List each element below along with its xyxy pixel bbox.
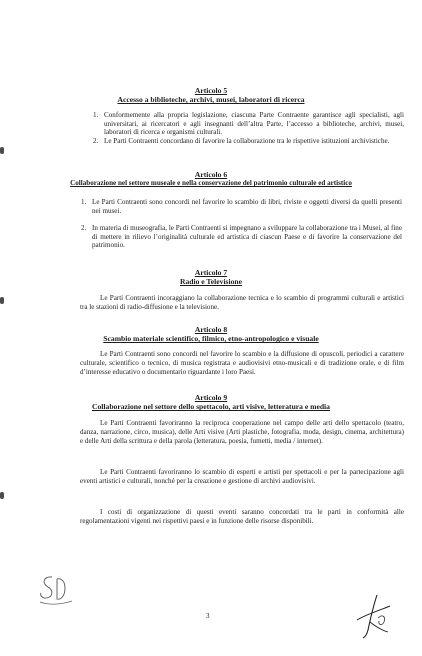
item-number: 2. [81, 224, 87, 233]
item-text: In materia di museografia, le Parti Contraenti si impegnano a sviluppare la collaborazione tra i Musei, al fine di mettere in rilievo l’originalità culturale ed artistica di ciascun Paese e di favorire la conservazione del patrimonio. [92, 224, 402, 250]
article-5-item-1 [93, 111, 404, 137]
article-5-title: Articolo 5 [194, 86, 228, 95]
article-6-heading [0, 170, 422, 189]
article-6-item-1 [81, 198, 402, 215]
item-text: Le Parti Contraenti sono concordi nel favorire lo scambio di libri, riviste e oggetti diversi da quelli presenti nei musei. [92, 198, 402, 215]
article-7-subtitle: Radio e Televisione [179, 277, 243, 287]
page-number: 3 [206, 612, 210, 620]
item-number: 1. [81, 198, 87, 206]
article-7-heading [0, 268, 422, 287]
article-7-paragraph: Le Parti Contraenti incoraggiano la collaborazione tecnica e lo scambio di programmi culturali e artistici tra le stazioni di radio-diffusione e la televisione. [80, 294, 404, 311]
handwritten-signature-right [352, 592, 396, 640]
item-text: Conformemente alla propria legislazione, ciascuna Parte Contraente garantisce agli specialisti, agli universitari, ai ricercatori e agli insegnanti dell’altra Parte, l’accesso a biblioteche, archivi, musei, laboratori di ricerca e organismi culturali. [104, 111, 404, 137]
article-9-paragraph-3: I costi di organizzazione di questi eventi saranno concordati tra le parti in conformità alle regolamentazioni vigenti nei rispettivi paesi e in funzione delle risorse disponibili. [80, 508, 404, 525]
article-5-item-2 [93, 136, 404, 145]
article-6-list [81, 198, 402, 250]
article-5-heading [0, 86, 422, 105]
item-text: Le Parti Contraenti concordano di favorire la collaborazione tra le rispettive istituzioni archivistiche. [104, 136, 390, 145]
punch-mark [0, 492, 4, 499]
article-5-subtitle: Accesso a biblioteche, archivi, musei, laboratori di ricerca [117, 95, 305, 105]
article-6-subtitle: Collaborazione nel settore museale e nella conservazione del patrimonio culturale ed artistico [70, 179, 352, 188]
article-9-paragraph-1: Le Parti Contraenti favoriranno la reciproca cooperazione nel campo delle arti dello spettacolo (teatro, danza, narrazione, circo, musica), delle Arti visive (Arti plastiche, fotografia, moda, design, cinema, architettura) e delle Arti della scrittura e della parola (letteratura, poesia, fumetti, media / internet). [80, 419, 404, 445]
item-number: 2. [93, 136, 99, 145]
article-9-subtitle: Collaborazione nel settore dello spettacolo, arti visive, letteratura e media [92, 402, 330, 412]
punch-mark [0, 297, 4, 304]
article-8-paragraph: Le Parti Contraenti sono concordi nel favorire lo scambio e la diffusione di opuscoli, periodici a carattere culturale, scientifico o tecnico, di musica registrata e audiovisivi etno-musicali e di tradizione orale, e di film d’interesse educativo o documentario riguardante i loro Paesi. [80, 350, 404, 376]
article-7-title: Articolo 7 [194, 268, 228, 277]
item-number: 1. [93, 111, 99, 119]
article-9-paragraph-2: Le Parti Contraenti favoriranno lo scambio di esperti e artisti per spettacoli e per la partecipazione agli eventi artistici e culturali, nonché per la creazione e gestione di archivi audiovisivi. [80, 468, 404, 485]
article-9-heading [0, 393, 422, 412]
article-8-subtitle: Scambio materiale scientifico, filmico, etno-antropologico e visuale [103, 334, 319, 344]
article-9-title: Articolo 9 [194, 393, 228, 402]
article-6-item-2 [81, 224, 402, 250]
article-8-title: Articolo 8 [194, 325, 228, 334]
handwritten-initials-left [38, 574, 76, 608]
article-5-list [93, 111, 404, 145]
article-8-heading [0, 325, 422, 344]
punch-mark [0, 147, 4, 154]
article-6-title: Articolo 6 [194, 170, 228, 179]
